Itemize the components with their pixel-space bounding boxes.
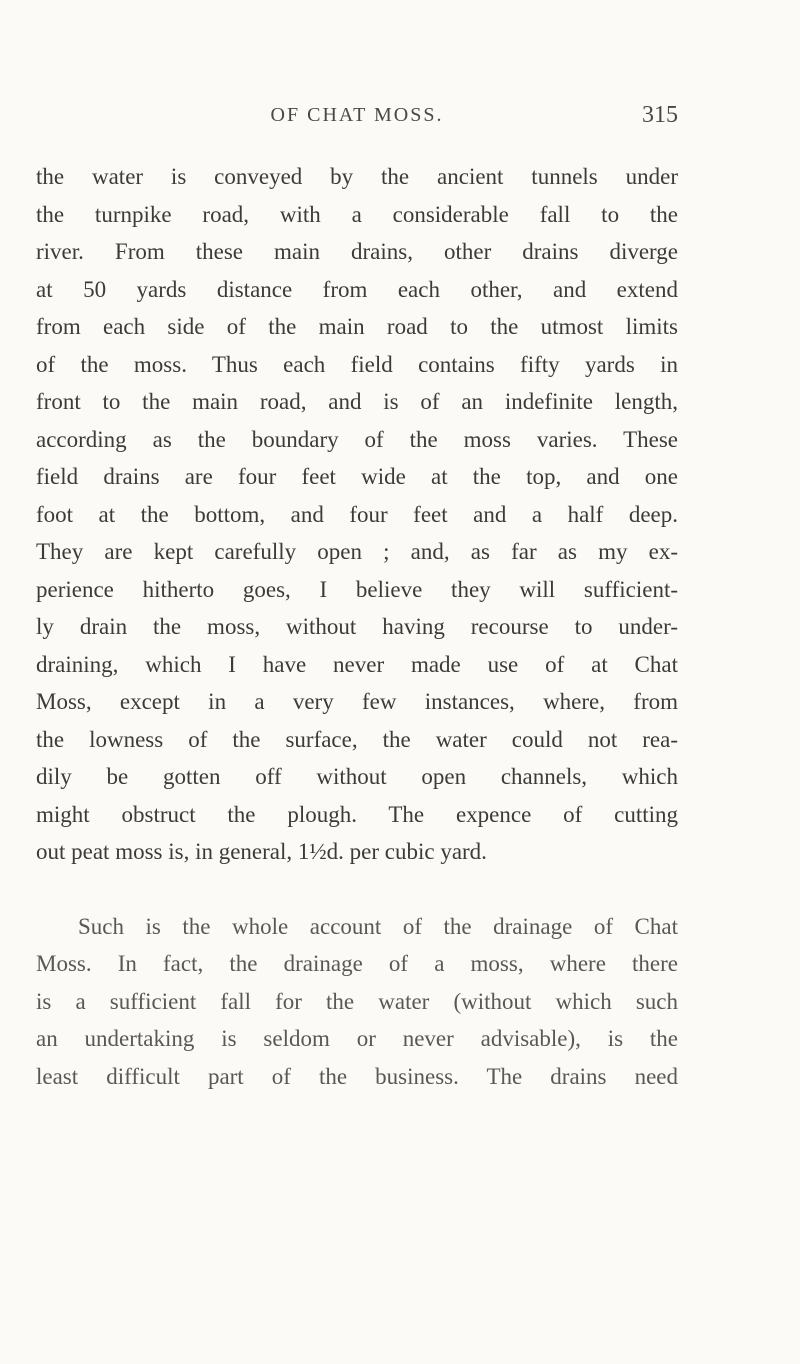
text-line: the lowness of the surface, the water could not rea-: [36, 726, 678, 752]
running-title: OF CHAT MOSS.: [270, 104, 444, 126]
text-line: least difficult part of the business. The drains need: [36, 1063, 678, 1089]
text-line: perience hitherto goes, I believe they will sufficient-: [36, 576, 678, 602]
text-line: field drains are four feet wide at the top, and one: [36, 464, 678, 489]
paragraph-1: [36, 158, 678, 871]
text-line: Such is the whole account of the drainage of Chat: [78, 913, 678, 939]
page-number: 315: [642, 102, 678, 128]
text-line: Moss. In fact, the drainage of a moss, where there: [36, 951, 678, 976]
text-line: dily be gotten off without open channels, which: [36, 764, 678, 789]
text-line: at 50 yards distance from each other, and extend: [36, 276, 678, 302]
paragraph-2: [36, 908, 678, 1096]
text-line: draining, which I have never made use of at Chat: [36, 651, 678, 677]
text-line: front to the main road, and is of an indefinite length,: [36, 389, 678, 414]
text-line: ly drain the moss, without having recourse to under-: [36, 614, 678, 639]
text-line: from each side of the main road to the utmost limits: [36, 314, 678, 339]
text-line: the turnpike road, with a considerable fall to the: [36, 201, 678, 227]
text-line: might obstruct the plough. The expence of cutting: [36, 801, 678, 827]
text-line: is a sufficient fall for the water (without which such: [36, 988, 678, 1014]
text-line: the water is conveyed by the ancient tunnels under: [36, 164, 678, 189]
text-line: They are kept carefully open ; and, as far as my ex-: [36, 539, 678, 564]
body-text: [36, 158, 678, 1095]
text-line: of the moss. Thus each field contains fifty yards in: [36, 351, 678, 377]
text-line: according as the boundary of the moss varies. These: [36, 426, 678, 452]
paragraph-spacer: [36, 871, 678, 908]
text-line: Moss, except in a very few instances, where, from: [36, 689, 678, 714]
text-line: river. From these main drains, other drains diverge: [36, 239, 678, 264]
running-head: [36, 98, 678, 132]
text-line: an undertaking is seldom or never advisable), is the: [36, 1026, 678, 1051]
text-line: out peat moss is, in general, 1½d. per cubic yard.: [36, 839, 487, 864]
text-line: foot at the bottom, and four feet and a half deep.: [36, 501, 678, 527]
